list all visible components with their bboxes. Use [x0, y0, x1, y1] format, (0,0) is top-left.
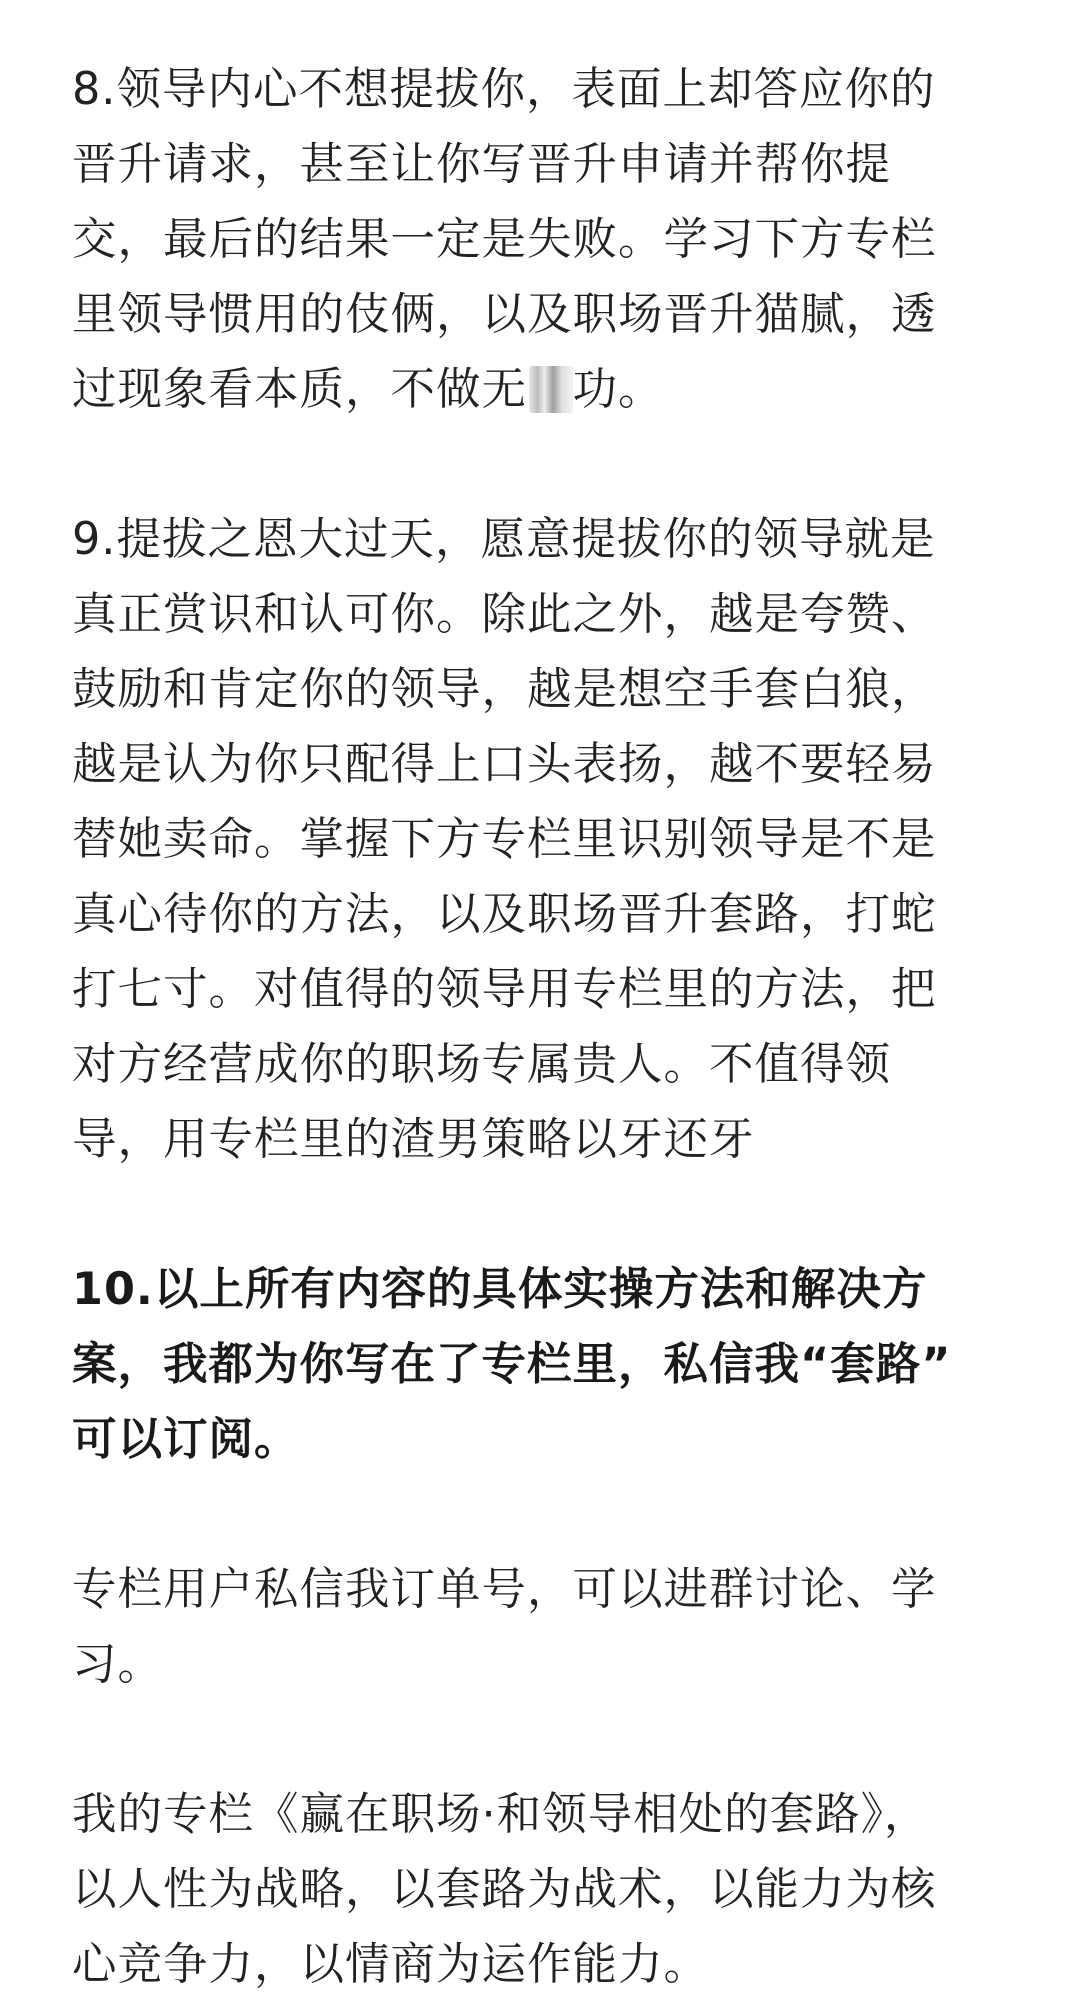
text-line: 8.领导内心不想提拔你，表面上却答应你的 — [72, 64, 936, 115]
text-line: 导，用专栏里的渣男策略以牙还牙 — [72, 1114, 755, 1165]
text-line: 替她卖命。掌握下方专栏里识别领导是不是 — [72, 814, 937, 865]
paragraph-gap — [72, 1477, 1008, 1552]
paragraph-gap — [72, 427, 1008, 502]
paragraph-8 — [72, 52, 1008, 427]
text-line: 打七寸。对值得的领导用专栏里的方法，把 — [72, 964, 937, 1015]
text-line: 真正赏识和认可你。除此之外，越是夸赞、 — [72, 589, 937, 640]
text-line: 交，最后的结果一定是失败。学习下方专栏 — [72, 214, 937, 265]
paragraph-10-callout — [72, 1252, 1008, 1477]
paragraph-9 — [72, 502, 1008, 1177]
text-line: 里领导惯用的伎俩，以及职场晋升猫腻，透 — [72, 289, 937, 340]
paragraph-group-info — [72, 1552, 1008, 1702]
paragraph-column-intro — [72, 1777, 1008, 2002]
paragraph-gap — [72, 1177, 1008, 1252]
text-segment: 过现象看本质，不做无 — [72, 364, 528, 415]
text-line: 案，我都为你写在了专栏里，私信我“套路” — [72, 1339, 952, 1390]
text-line: 习。 — [72, 1639, 164, 1690]
text-line: 越是认为你只配得上口头表扬，越不要轻易 — [72, 739, 937, 790]
text-line: 以人性为战略，以套路为战术，以能力为核 — [72, 1864, 937, 1915]
text-segment: 功。 — [572, 364, 664, 415]
obscured-text — [527, 352, 573, 427]
text-line: 晋升请求，甚至让你写晋升申请并帮你提 — [72, 139, 892, 190]
text-line: 我的专栏《赢在职场·和领导相处的套路》， — [72, 1789, 930, 1840]
text-line: 专栏用户私信我订单号，可以进群讨论、学 — [72, 1564, 937, 1615]
text-line: 对方经营成你的职场专属贵人。不值得领 — [72, 1039, 892, 1090]
text-line — [72, 352, 1008, 427]
text-line: 9.提拔之恩大过天，愿意提拔你的领导就是 — [72, 514, 936, 565]
text-line: 鼓励和肯定你的领导，越是想空手套白狼， — [72, 664, 937, 715]
text-line: 真心待你的方法，以及职场晋升套路，打蛇 — [72, 889, 937, 940]
text-line: 心竞争力，以情商为运作能力。 — [72, 1939, 710, 1990]
paragraph-gap — [72, 1702, 1008, 1777]
text-line: 10.以上所有内容的具体实操方法和解决方 — [72, 1264, 928, 1315]
text-line: 可以订阅。 — [72, 1414, 300, 1465]
